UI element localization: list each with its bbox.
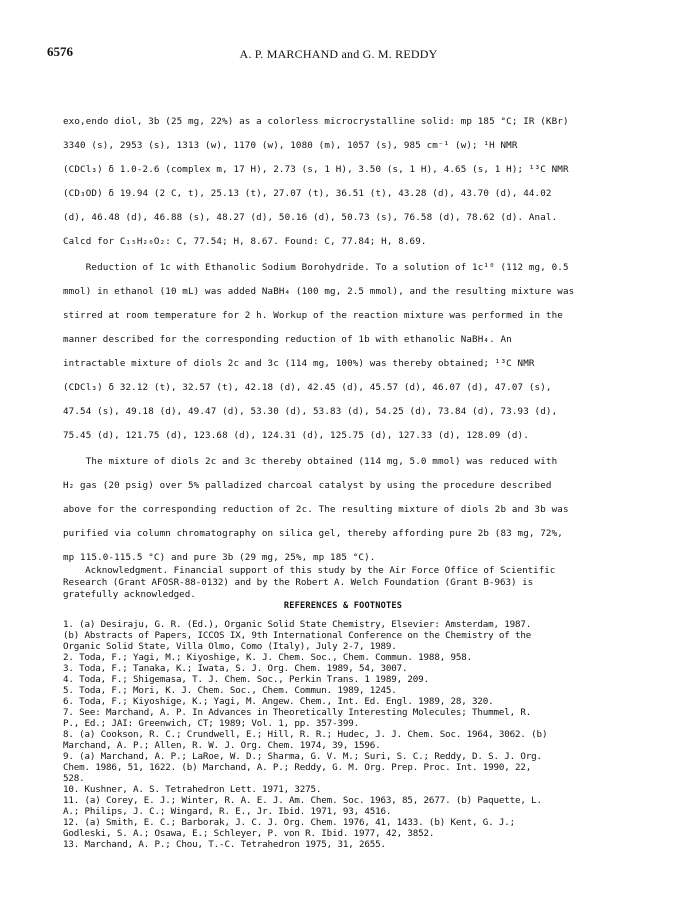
reference-line: 4. Toda, F.; Shigemasa, T. J. Chem. Soc., Perkin Trans. 1 1989, 209.	[63, 674, 429, 685]
text-line: 75.45 (d), 121.75 (d), 123.68 (d), 124.31 (d), 125.75 (d), 127.33 (d), 128.09 (d).	[63, 430, 529, 441]
running-title: A. P. MARCHAND and G. M. REDDY	[239, 47, 438, 61]
reference-line: 10. Kushner, A. S. Tetrahedron Lett. 1971, 3275.	[63, 784, 322, 795]
text-line: purified via column chromatography on silica gel, thereby affording pure 2b (83 mg, 72%,	[63, 528, 563, 539]
text-line: (CDCl₃) δ 32.12 (t), 32.57 (t), 42.18 (d), 42.45 (d), 45.57 (d), 46.07 (d), 47.07 (s),	[63, 382, 552, 393]
text-line: (CDCl₃) δ 1.0-2.6 (complex m, 17 H), 2.73 (s, 1 H), 3.50 (s, 1 H), 4.65 (s, 1 H); ¹³C NMR	[63, 164, 569, 175]
text-line: (d), 46.48 (d), 46.88 (s), 48.27 (d), 50.16 (d), 50.73 (s), 76.58 (d), 78.62 (d). Anal.	[63, 212, 558, 223]
text-line: Calcd for C₁₅H₂₀O₂: C, 77.54; H, 8.67. Found: C, 77.84; H, 8.69.	[63, 236, 427, 247]
reference-line: 7. See: Marchand, A. P. In Advances in Theoretically Interesting Molecules; Thummel, R.	[63, 707, 532, 718]
text-line: 47.54 (s), 49.18 (d), 49.47 (d), 53.30 (d), 53.83 (d), 54.25 (d), 73.84 (d), 73.93 (d),	[63, 406, 558, 417]
text-line: H₂ gas (20 psig) over 5% palladized charcoal catalyst by using the procedure described	[63, 480, 552, 491]
reference-line: 1. (a) Desiraju, G. R. (Ed.), Organic Solid State Chemistry, Elsevier: Amsterdam, 1987.	[63, 619, 532, 630]
text-line: (CD₃OD) δ 19.94 (2 C, t), 25.13 (t), 27.07 (t), 36.51 (t), 43.28 (d), 43.70 (d), 44.02	[63, 188, 552, 199]
reference-line: (b) Abstracts of Papers, ICCOS IX, 9th International Conference on the Chemistry of the	[63, 630, 532, 641]
reference-line: 5. Toda, F.; Mori, K. J. Chem. Soc., Chem. Commun. 1989, 1245.	[63, 685, 397, 696]
text-line: intractable mixture of diols 2c and 3c (114 mg, 100%) was thereby obtained; ¹³C NMR	[63, 358, 535, 369]
text-line: Reduction of 1c with Ethanolic Sodium Borohydride. To a solution of 1c¹⁰ (112 mg, 0.5	[63, 262, 569, 273]
reference-line: Godleski, S. A.; Osawa, E.; Schleyer, P. von R. Ibid. 1977, 42, 3852.	[63, 828, 435, 839]
reference-line: 528.	[63, 773, 85, 784]
reference-line: A.; Philips, J. C.; Wingard, R. E., Jr. Ibid. 1971, 93, 4516.	[63, 806, 392, 817]
text-line: Research (Grant AFOSR-88-0132) and by the Robert A. Welch Foundation (Grant B-963) is	[63, 577, 534, 588]
references-heading: REFERENCES & FOOTNOTES	[283, 601, 403, 611]
text-line: Acknowledgment. Financial support of this study by the Air Force Office of Scientific	[63, 565, 556, 576]
text-line: gratefully acknowledged.	[63, 589, 196, 600]
text-line: manner described for the corresponding reduction of 1b with ethanolic NaBH₄. An	[63, 334, 512, 345]
reference-line: Chem. 1986, 51, 1622. (b) Marchand, A. P.; Reddy, G. M. Org. Prep. Proc. Int. 1990, 22,	[63, 762, 532, 773]
reference-line: 3. Toda, F.; Tanaka, K.; Iwata, S. J. Org. Chem. 1989, 54, 3007.	[63, 663, 408, 674]
reference-line: P., Ed.; JAI: Greenwich, CT; 1989; Vol. 1, pp. 357-399.	[63, 718, 359, 729]
text-line: mp 115.0-115.5 °C) and pure 3b (29 mg, 25%, mp 185 °C).	[63, 552, 376, 563]
reference-line: 9. (a) Marchand, A. P.; LaRoe, W. D.; Sharma, G. V. M.; Suri, S. C.; Reddy, D. S. J. Org.	[63, 751, 542, 762]
reference-line: Organic Solid State, Villa Olmo, Como (Italy), July 2-7, 1989.	[63, 641, 397, 652]
reference-line: 12. (a) Smith, E. C.; Barborak, J. C. J. Org. Chem. 1976, 41, 1433. (b) Kent, G. J.;	[63, 817, 516, 828]
reference-line: 11. (a) Corey, E. J.; Winter, R. A. E. J. Am. Chem. Soc. 1963, 85, 2677. (b) Paquette, L.	[63, 795, 542, 806]
page-number: 6576	[47, 44, 73, 59]
text-line: above for the corresponding reduction of 2c. The resulting mixture of diols 2b and 3b was	[63, 504, 569, 515]
text-line: stirred at room temperature for 2 h. Workup of the reaction mixture was performed in the	[63, 310, 563, 321]
text-line: The mixture of diols 2c and 3c thereby obtained (114 mg, 5.0 mmol) was reduced with	[63, 456, 558, 467]
reference-line: 2. Toda, F.; Yagi, M.; Kiyoshige, K. J. Chem. Soc., Chem. Commun. 1988, 958.	[63, 652, 472, 663]
text-line: 3340 (s), 2953 (s), 1313 (w), 1170 (w), 1080 (m), 1057 (s), 985 cm⁻¹ (w); ¹H NMR	[63, 140, 518, 151]
text-line: mmol) in ethanol (10 mL) was added NaBH₄ (100 mg, 2.5 mmol), and the resulting mixture was	[63, 286, 575, 297]
text-line: exo,endo diol, 3b (25 mg, 22%) as a colorless microcrystalline solid: mp 185 °C; IR (KBr)	[63, 116, 569, 127]
reference-line: 6. Toda, F.; Kiyoshige, K.; Yagi, M. Angew. Chem., Int. Ed. Engl. 1989, 28, 320.	[63, 696, 494, 707]
reference-line: 8. (a) Cookson, R. C.; Crundwell, E.; Hill, R. R.; Hudec, J. J. Chem. Soc. 1964, 3062. (b)	[63, 729, 548, 740]
reference-line: Marchand, A. P.; Allen, R. W. J. Org. Chem. 1974, 39, 1596.	[63, 740, 381, 751]
reference-line: 13. Marchand, A. P.; Chou, T.-C. Tetrahedron 1975, 31, 2655.	[63, 839, 386, 850]
